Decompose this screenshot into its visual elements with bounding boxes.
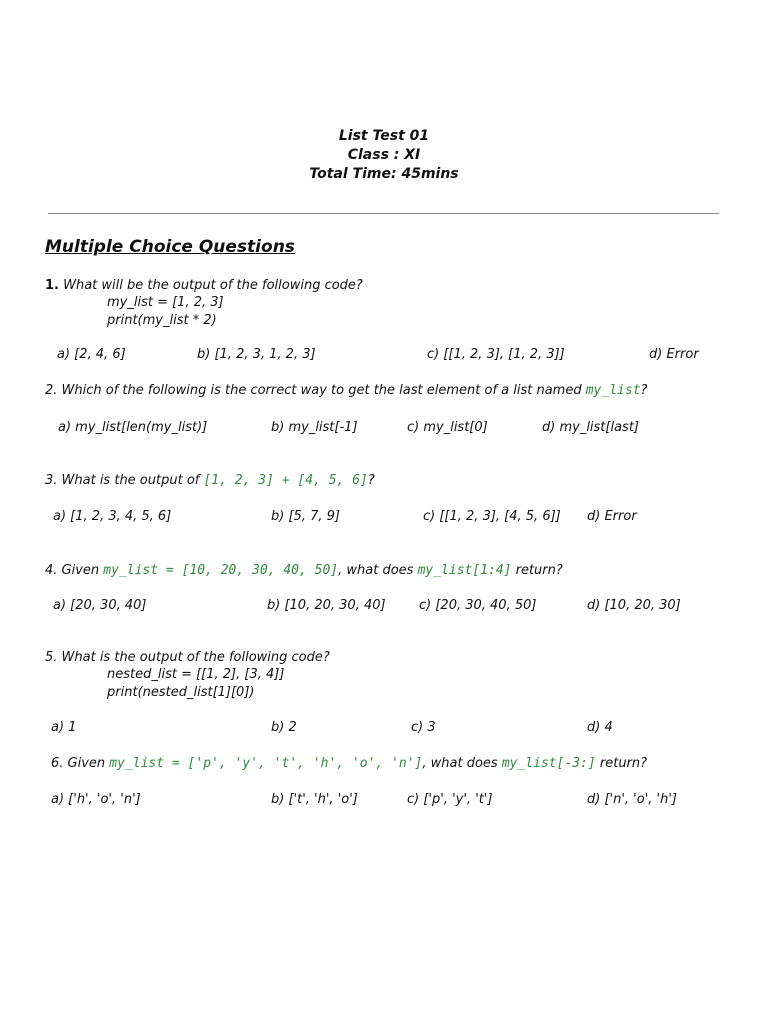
q5-option-b: b) 2 bbox=[271, 720, 297, 735]
question-2-code: my_list bbox=[585, 383, 641, 398]
q1-option-d: d) Error bbox=[649, 347, 699, 362]
q3-option-d: d) Error bbox=[587, 509, 637, 524]
question-6-text: 6. Given bbox=[51, 756, 110, 771]
question-6 bbox=[51, 756, 647, 771]
question-4-mid: , what does bbox=[338, 563, 418, 578]
q6-option-b: b) ['t', 'h', 'o'] bbox=[271, 792, 358, 807]
question-3-code: [1, 2, 3] + [4, 5, 6] bbox=[203, 473, 368, 488]
q2-option-a: a) my_list[len(my_list)] bbox=[58, 420, 208, 435]
question-1-code-line-1: my_list = [1, 2, 3] bbox=[107, 295, 224, 310]
question-4-end: return? bbox=[511, 563, 563, 578]
class-label: Class : XI bbox=[347, 147, 421, 163]
question-3-end: ? bbox=[367, 473, 375, 488]
question-6-end: return? bbox=[595, 756, 648, 771]
question-6-mid: , what does bbox=[422, 756, 502, 771]
q6-option-a: a) ['h', 'o', 'n'] bbox=[51, 792, 141, 807]
q1-option-c: c) [[1, 2, 3], [1, 2, 3]] bbox=[427, 347, 565, 362]
question-4-text: 4. Given bbox=[45, 563, 104, 578]
question-5-code-line-2: print(nested_list[1][0]) bbox=[107, 685, 255, 700]
question-2-end: ? bbox=[640, 383, 648, 398]
q4-option-d: d) [10, 20, 30] bbox=[587, 598, 681, 613]
q6-option-c: c) ['p', 'y', 't'] bbox=[407, 792, 493, 807]
question-1-code-line-2: print(my_list * 2) bbox=[107, 313, 217, 328]
q5-option-c: c) 3 bbox=[411, 720, 436, 735]
q1-option-a: a) [2, 4, 6] bbox=[57, 347, 126, 362]
q1-option-b: b) [1, 2, 3, 1, 2, 3] bbox=[197, 347, 316, 362]
question-3 bbox=[45, 473, 375, 488]
question-2-text: 2. Which of the following is the correct way to get the last element of a list named bbox=[45, 383, 586, 398]
q4-option-b: b) [10, 20, 30, 40] bbox=[267, 598, 386, 613]
section-title: Multiple Choice Questions bbox=[45, 237, 295, 257]
question-5-code-line-1: nested_list = [[1, 2], [3, 4]] bbox=[107, 667, 285, 682]
question-4 bbox=[45, 563, 563, 578]
q6-option-d: d) ['n', 'o', 'h'] bbox=[587, 792, 678, 807]
q2-option-c: c) my_list[0] bbox=[407, 420, 488, 435]
question-4-code-2: my_list[1:4] bbox=[417, 563, 512, 578]
total-time: Total Time: 45mins bbox=[309, 166, 459, 182]
question-3-text: 3. What is the output of bbox=[45, 473, 204, 488]
q2-option-d: d) my_list[last] bbox=[542, 420, 639, 435]
question-1-number: 1. bbox=[45, 278, 59, 293]
test-title: List Test 01 bbox=[338, 128, 430, 144]
q4-option-c: c) [20, 30, 40, 50] bbox=[419, 598, 537, 613]
q2-option-b: b) my_list[-1] bbox=[271, 420, 358, 435]
q3-option-a: a) [1, 2, 3, 4, 5, 6] bbox=[53, 509, 172, 524]
question-2 bbox=[45, 383, 647, 398]
question-4-code-1: my_list = [10, 20, 30, 40, 50] bbox=[103, 563, 339, 578]
q5-option-a: a) 1 bbox=[51, 720, 77, 735]
q4-option-a: a) [20, 30, 40] bbox=[53, 598, 147, 613]
question-1 bbox=[45, 278, 363, 293]
question-5-text: 5. What is the output of the following code? bbox=[45, 650, 330, 665]
q3-option-c: c) [[1, 2, 3], [4, 5, 6]] bbox=[423, 509, 561, 524]
test-header bbox=[0, 127, 768, 184]
question-6-code-2: my_list[-3:] bbox=[501, 756, 596, 771]
question-6-code-1: my_list = ['p', 'y', 't', 'h', 'o', 'n'] bbox=[109, 756, 423, 771]
header-divider bbox=[48, 213, 719, 214]
question-5 bbox=[45, 650, 330, 665]
question-1-text: What will be the output of the following code? bbox=[63, 278, 363, 293]
q3-option-b: b) [5, 7, 9] bbox=[271, 509, 340, 524]
q5-option-d: d) 4 bbox=[587, 720, 613, 735]
